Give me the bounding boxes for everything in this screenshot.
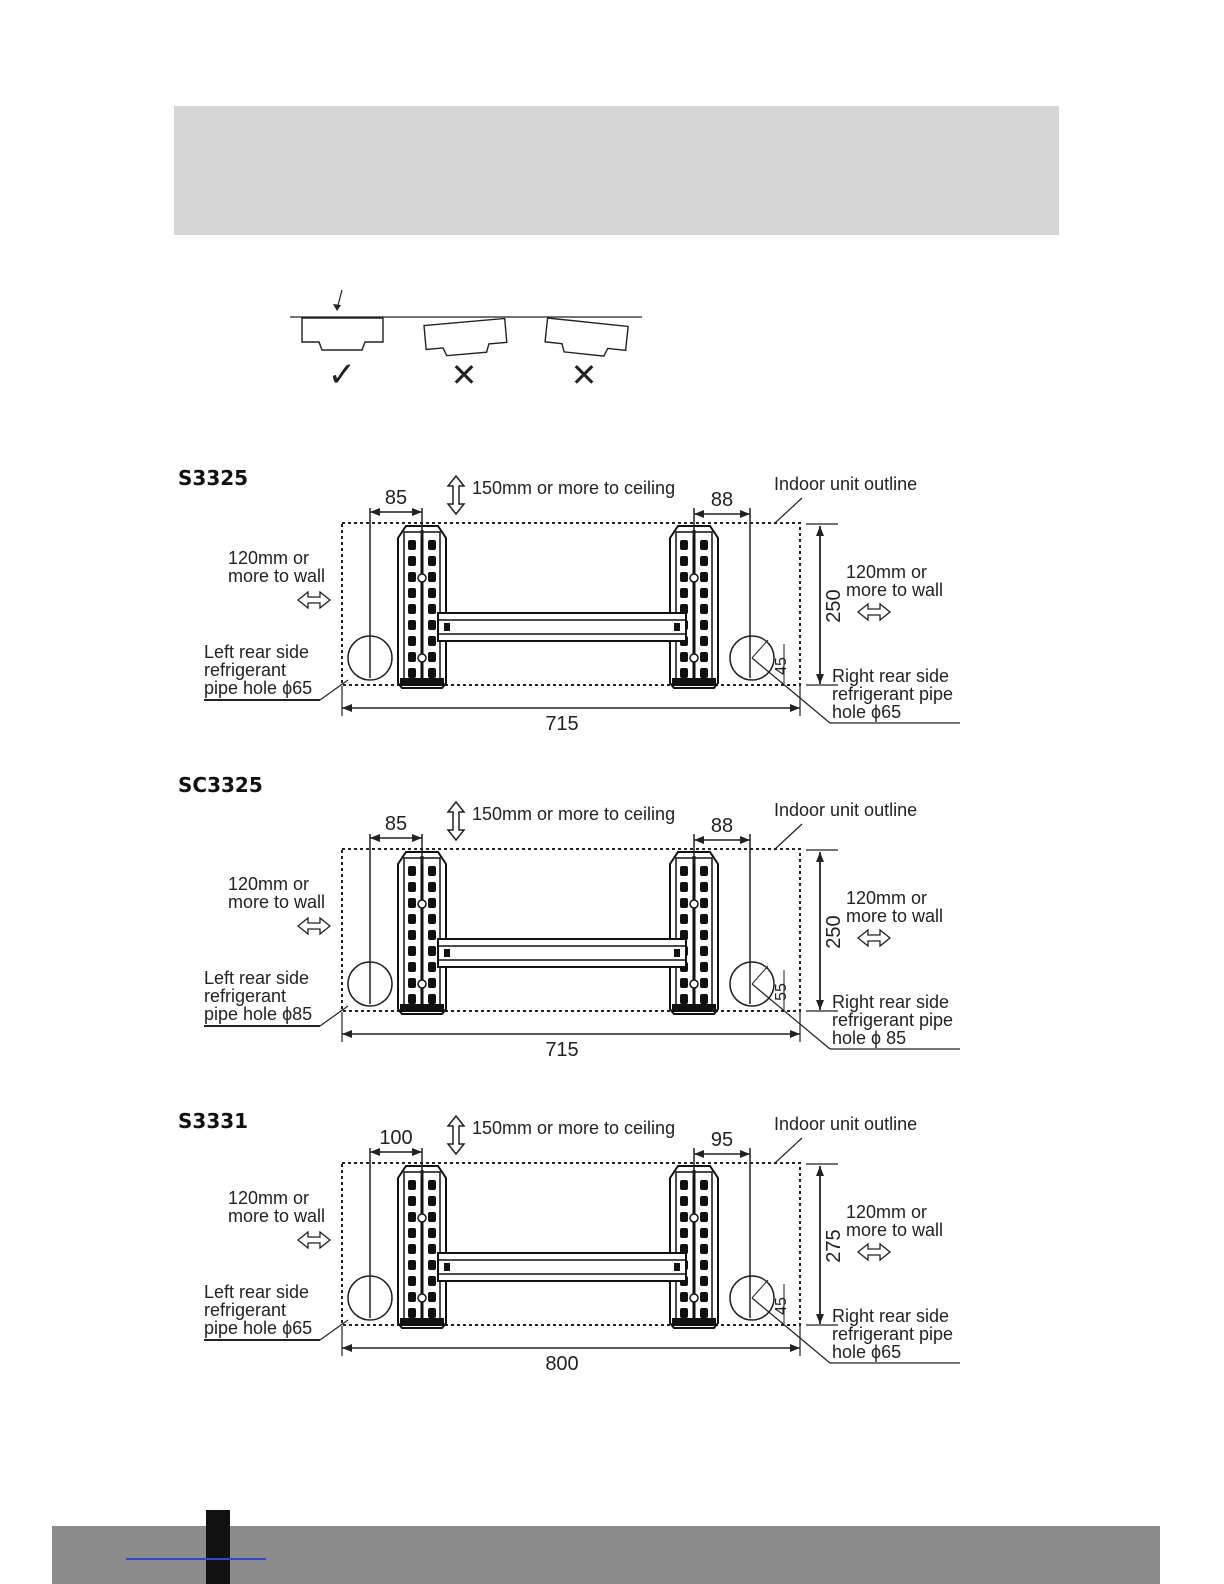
mounting-rail bbox=[438, 939, 686, 967]
installation-diagram-s3331 bbox=[170, 1108, 990, 1398]
right-pipe-hole-line3: hole ϕ65 bbox=[832, 1342, 902, 1362]
height-dimension: 250 bbox=[823, 589, 845, 623]
indicator-arrow-head bbox=[333, 304, 341, 311]
left-wall-clearance-line1: 120mm or bbox=[228, 874, 310, 894]
left-gap-dimension: 85 bbox=[384, 487, 408, 509]
model-label-s3325: S3325 bbox=[178, 466, 249, 490]
ceiling-clearance-label: 150mm or more to ceiling bbox=[472, 804, 676, 824]
right-gap-dimension: 88 bbox=[710, 489, 734, 511]
left-pipe-hole-line3: pipe hole ϕ65 bbox=[204, 1318, 313, 1338]
right-pipe-hole-line3: hole ϕ65 bbox=[832, 702, 902, 722]
width-dimension: 715 bbox=[545, 1039, 579, 1061]
ceiling-clearance-arrow bbox=[448, 802, 464, 840]
installation-diagram-sc3325 bbox=[170, 794, 990, 1084]
right-wall-clearance-line1: 120mm or bbox=[846, 1202, 928, 1222]
hole-offset-dimension: 55 bbox=[773, 983, 790, 1001]
right-wall-arrow-icon bbox=[858, 930, 890, 946]
right-wall-clearance-line2: more to wall bbox=[846, 1220, 944, 1240]
right-pipe-hole-line2: refrigerant pipe bbox=[832, 1010, 954, 1030]
left-wall-clearance-line1: 120mm or bbox=[228, 548, 310, 568]
left-wall-arrow-icon bbox=[298, 592, 330, 608]
left-wall-arrow-icon bbox=[298, 918, 330, 934]
left-pipe-hole-line2: refrigerant bbox=[204, 986, 287, 1006]
right-wall-clearance-line1: 120mm or bbox=[846, 562, 928, 582]
diagram-svg bbox=[170, 794, 990, 1084]
footer-link[interactable] bbox=[126, 1558, 266, 1560]
ceiling-clearance-label: 150mm or more to ceiling bbox=[472, 1118, 676, 1138]
height-dimension: 275 bbox=[823, 1229, 845, 1263]
level-installation-figure bbox=[280, 280, 660, 405]
indoor-unit-outline-label: Indoor unit outline bbox=[774, 474, 918, 494]
diagram-svg bbox=[170, 1108, 990, 1398]
ceiling-clearance-arrow bbox=[448, 1116, 464, 1154]
hole-offset-dimension: 45 bbox=[773, 1297, 790, 1315]
left-wall-clearance-line2: more to wall bbox=[228, 1206, 326, 1226]
right-pipe-hole-line1: Right rear side bbox=[832, 992, 950, 1012]
left-pipe-hole-line2: refrigerant bbox=[204, 660, 287, 680]
left-gap-dimension: 85 bbox=[384, 813, 408, 835]
mounting-bracket bbox=[398, 852, 446, 1014]
right-wall-clearance-line1: 120mm or bbox=[846, 888, 928, 908]
cross-mark-1: ✕ bbox=[450, 357, 478, 393]
right-pipe-hole-line2: refrigerant pipe bbox=[832, 1324, 954, 1344]
left-wall-clearance-line1: 120mm or bbox=[228, 1188, 310, 1208]
mounting-rail bbox=[438, 1253, 686, 1281]
left-pipe-hole-line3: pipe hole ϕ85 bbox=[204, 1004, 313, 1024]
diagram-svg bbox=[170, 468, 990, 758]
check-mark: ✓ bbox=[327, 356, 357, 394]
width-dimension: 800 bbox=[545, 1353, 579, 1375]
right-gap-dimension: 95 bbox=[710, 1129, 734, 1151]
footer-tab bbox=[206, 1510, 230, 1584]
right-gap-dimension: 88 bbox=[710, 815, 734, 837]
width-dimension: 715 bbox=[545, 713, 579, 735]
left-pipe-hole-line2: refrigerant bbox=[204, 1300, 287, 1320]
mounting-bracket bbox=[670, 1166, 718, 1328]
left-pipe-hole-line1: Left rear side bbox=[204, 642, 310, 662]
mounting-bracket bbox=[398, 1166, 446, 1328]
mounting-bracket bbox=[670, 852, 718, 1014]
right-pipe-hole-line3: hole ϕ 85 bbox=[832, 1028, 907, 1048]
left-pipe-hole-line3: pipe hole ϕ65 bbox=[204, 678, 313, 698]
unit-tilted-left bbox=[424, 318, 507, 357]
right-pipe-hole-line1: Right rear side bbox=[832, 666, 950, 686]
mounting-rail bbox=[438, 613, 686, 641]
left-pipe-hole-line1: Left rear side bbox=[204, 968, 310, 988]
height-dimension: 250 bbox=[823, 915, 845, 949]
unit-tilted-right bbox=[544, 318, 628, 358]
indoor-unit-outline-label: Indoor unit outline bbox=[774, 1114, 918, 1134]
indoor-unit-outline-label: Indoor unit outline bbox=[774, 800, 918, 820]
left-wall-arrow-icon bbox=[298, 1232, 330, 1248]
model-label-sc3325: SC3325 bbox=[178, 773, 263, 797]
right-pipe-hole-line1: Right rear side bbox=[832, 1306, 950, 1326]
left-wall-clearance-line2: more to wall bbox=[228, 566, 326, 586]
right-wall-clearance-line2: more to wall bbox=[846, 580, 944, 600]
left-gap-dimension: 100 bbox=[379, 1127, 413, 1149]
left-wall-clearance-line2: more to wall bbox=[228, 892, 326, 912]
right-wall-arrow-icon bbox=[858, 1244, 890, 1260]
level-figure-svg bbox=[280, 280, 660, 400]
model-label-s3331: S3331 bbox=[178, 1109, 249, 1133]
ceiling-clearance-arrow bbox=[448, 476, 464, 514]
header-band bbox=[174, 106, 1059, 235]
mounting-bracket bbox=[398, 526, 446, 688]
left-pipe-hole-line1: Left rear side bbox=[204, 1282, 310, 1302]
right-wall-arrow-icon bbox=[858, 604, 890, 620]
hole-offset-dimension: 45 bbox=[773, 657, 790, 675]
right-pipe-hole-line2: refrigerant pipe bbox=[832, 684, 954, 704]
ceiling-clearance-label: 150mm or more to ceiling bbox=[472, 478, 676, 498]
unit-level bbox=[302, 318, 383, 350]
right-wall-clearance-line2: more to wall bbox=[846, 906, 944, 926]
cross-mark-2: ✕ bbox=[570, 357, 598, 393]
installation-diagram-s3325 bbox=[170, 468, 990, 758]
mounting-bracket bbox=[670, 526, 718, 688]
